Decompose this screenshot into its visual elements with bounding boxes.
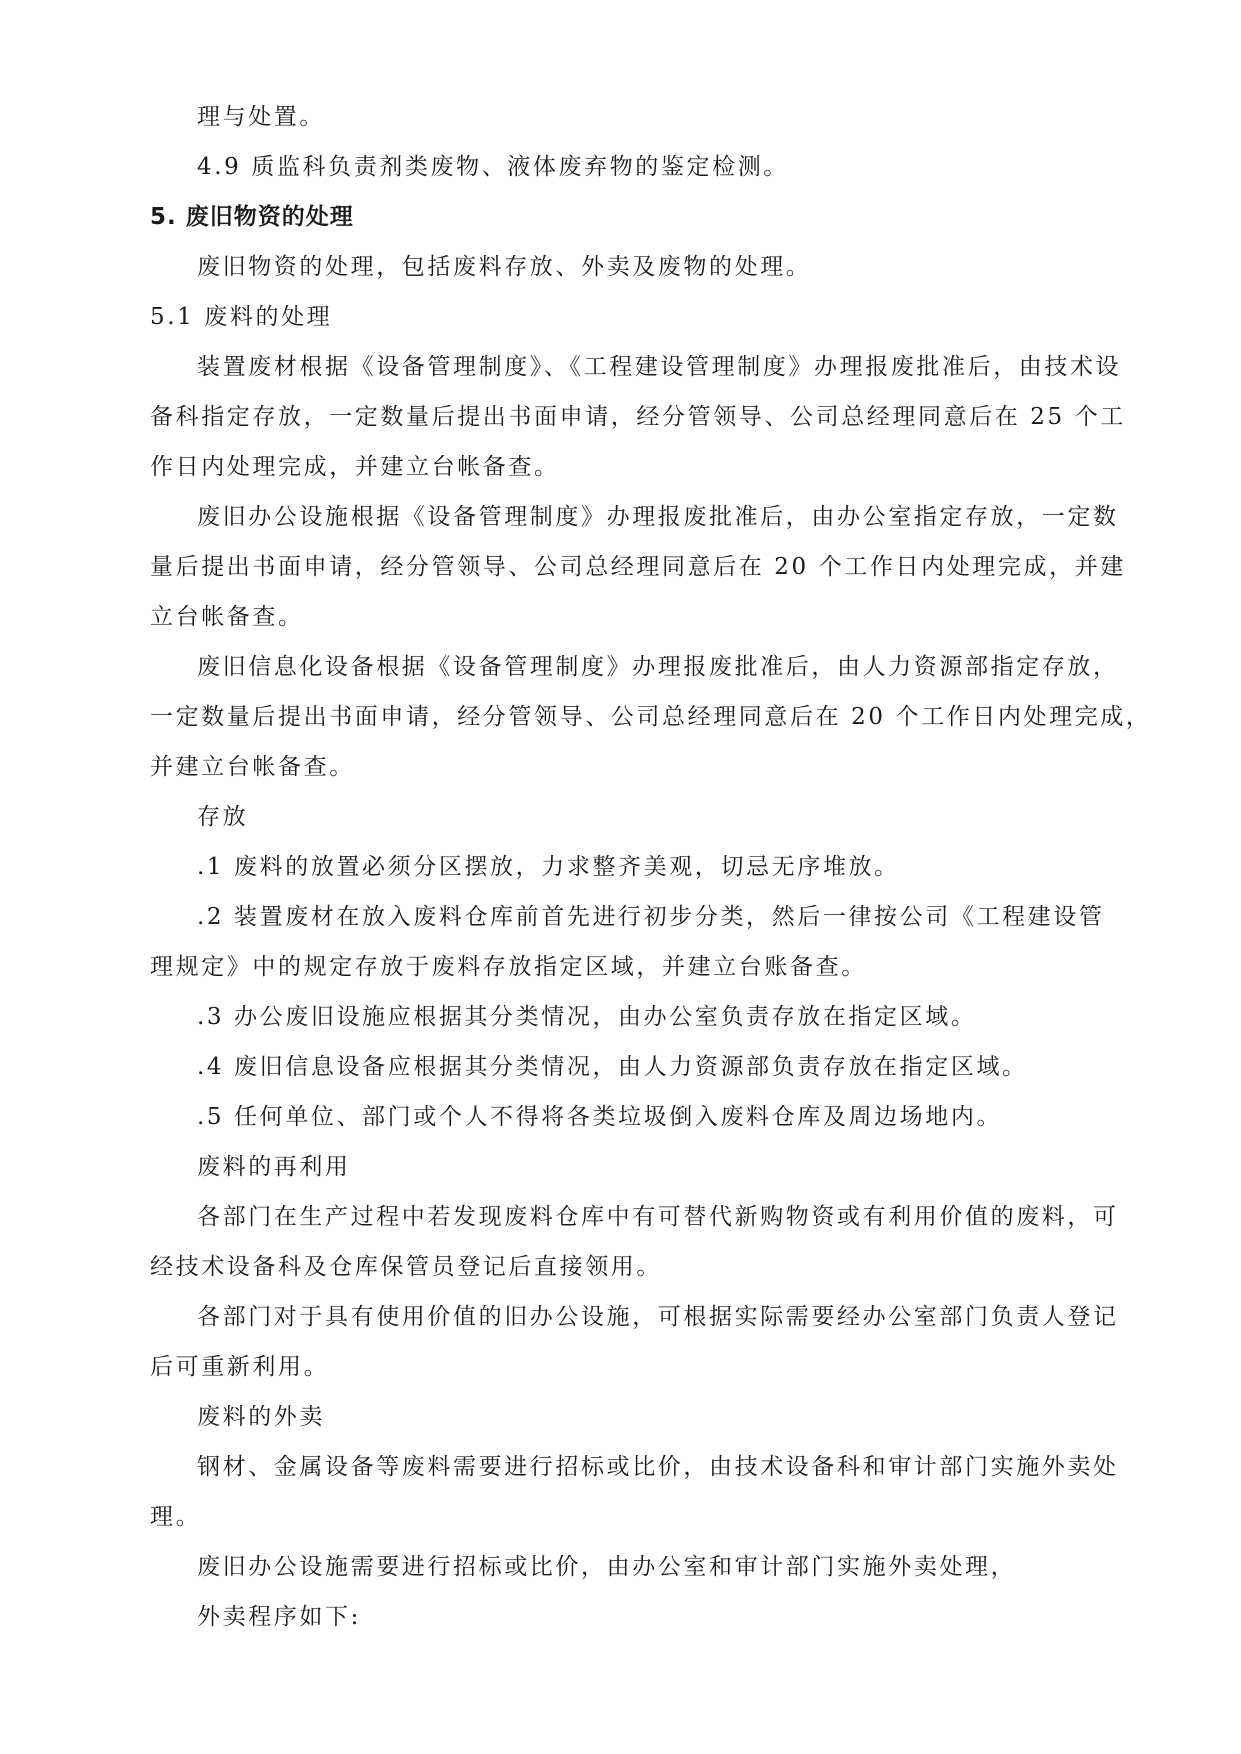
paragraph-line: 4.9 质监科负责剂类废物、液体废弃物的鉴定检测。: [197, 154, 789, 180]
section-heading: 5. 废旧物资的处理: [150, 204, 354, 230]
subsection-heading: 5.1 废料的处理: [150, 304, 333, 330]
paragraph-line: 作日内处理完成，并建立台帐备查。: [150, 454, 560, 480]
subheading-line: 存放: [197, 804, 249, 830]
paragraph-line: 各部门在生产过程中若发现废料仓库中有可替代新购物资或有利用价值的废料，可: [197, 1204, 1119, 1230]
list-item: .3 办公废旧设施应根据其分类情况，由办公室负责存放在指定区域。: [197, 1004, 977, 1030]
paragraph-line: 立台帐备查。: [150, 604, 304, 630]
paragraph-line: 备科指定存放，一定数量后提出书面申请，经分管领导、公司总经理同意后在 25 个工: [150, 404, 1126, 430]
paragraph-line: 外卖程序如下:: [197, 1604, 361, 1630]
subheading-line: 废料的外卖: [197, 1404, 325, 1430]
list-item: .5 任何单位、部门或个人不得将各类垃圾倒入废料仓库及周边场地内。: [197, 1104, 1003, 1130]
subheading-line: 废料的再利用: [197, 1154, 351, 1180]
list-item: .1 废料的放置必须分区摆放，力求整齐美观，切忌无序堆放。: [197, 854, 900, 880]
list-item: .4 废旧信息设备应根据其分类情况，由人力资源部负责存放在指定区域。: [197, 1054, 1028, 1080]
paragraph-line: 理。: [150, 1504, 202, 1530]
paragraph-line: 理与处置。: [197, 104, 325, 130]
paragraph-line: 废旧办公设施需要进行招标或比价，由办公室和审计部门实施外卖处理，: [197, 1554, 1017, 1580]
list-item: .2 装置废材在放入废料仓库前首先进行初步分类，然后一律按公司《工程建设管: [197, 904, 1105, 930]
document-page: [150, 92, 1152, 1642]
paragraph-line: 后可重新利用。: [150, 1354, 330, 1380]
paragraph-line: 一定数量后提出书面申请，经分管领导、公司总经理同意后在 20 个工作日内处理完成，: [150, 704, 1152, 730]
paragraph-line: 废旧办公设施根据《设备管理制度》办理报废批准后，由办公室指定存放，一定数: [197, 504, 1119, 530]
paragraph-line: 各部门对于具有使用价值的旧办公设施，可根据实际需要经办公室部门负责人登记: [197, 1304, 1119, 1330]
paragraph-line: 量后提出书面申请，经分管领导、公司总经理同意后在 20 个工作日内处理完成，并建: [150, 554, 1126, 580]
paragraph-line: 并建立台帐备查。: [150, 754, 355, 780]
paragraph-line: 废旧物资的处理，包括废料存放、外卖及废物的处理。: [197, 254, 812, 280]
list-item-continuation: 理规定》中的规定存放于废料存放指定区域，并建立台账备查。: [150, 954, 867, 980]
paragraph-line: 装置废材根据《设备管理制度》、《工程建设管理制度》办理报废批准后，由技术设: [197, 354, 1122, 380]
paragraph-line: 废旧信息化设备根据《设备管理制度》办理报废批准后，由人力资源部指定存放，: [197, 654, 1119, 680]
paragraph-line: 钢材、金属设备等废料需要进行招标或比价，由技术设备科和审计部门实施外卖处: [197, 1454, 1119, 1480]
paragraph-line: 经技术设备科及仓库保管员登记后直接领用。: [150, 1254, 662, 1280]
